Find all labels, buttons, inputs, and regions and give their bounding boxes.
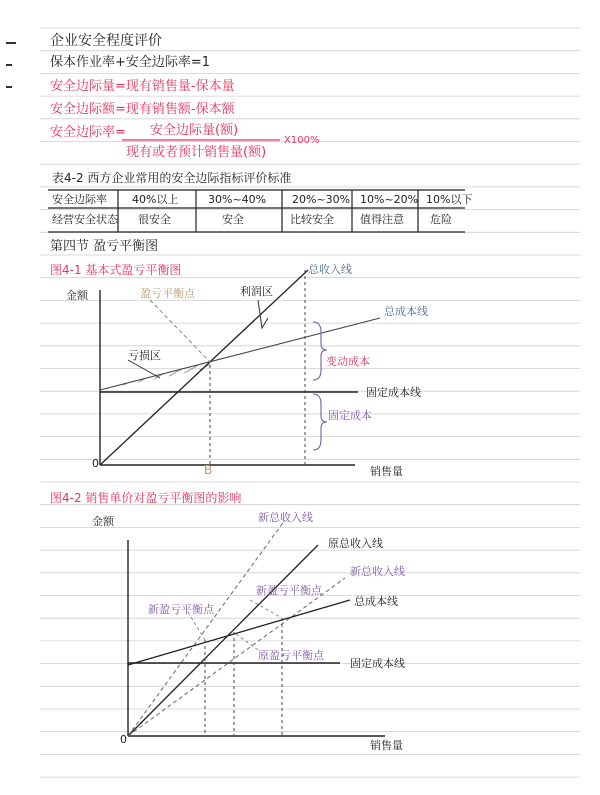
- fig2-x-label: 销售量: [370, 739, 403, 752]
- table-cell: 经营安全状态: [52, 213, 118, 226]
- fig1-b-label: B: [204, 463, 213, 477]
- fig1-total-revenue-label: 总收入线: [308, 263, 352, 276]
- fig1-fixed-cost-line-label: 固定成本线: [366, 386, 421, 399]
- table-cell: 10%~20%: [360, 193, 419, 206]
- margin-marker: [6, 42, 16, 44]
- table-cell: 安全: [222, 213, 244, 226]
- fig1-y-label: 金额: [66, 289, 88, 302]
- formula-1: 保本作业率+安全边际率=1: [50, 55, 211, 70]
- fig2-orig-revenue-label: 原总收入线: [328, 537, 383, 550]
- formula-4-multiplier: X100%: [284, 135, 320, 146]
- fig1-x-label: 销售量: [370, 465, 403, 478]
- fig1-title: 图4-1 基本式盈亏平衡图: [50, 263, 182, 277]
- orig-breakeven-pointer: [236, 634, 258, 650]
- fig2-title: 图4-2 销售单价对盈亏平衡图的影响: [50, 491, 242, 505]
- profit-area-arrow: [258, 300, 268, 328]
- section-title: 第四节 盈亏平衡图: [50, 239, 159, 254]
- fixed-cost-brace: [313, 394, 327, 450]
- table-cell: 安全边际率: [52, 193, 107, 206]
- margin-marker: [6, 86, 12, 88]
- fig2-y-label: 金额: [92, 515, 114, 528]
- formula-2: 安全边际量=现有销售量-保本量: [50, 79, 235, 94]
- total-revenue-line: [100, 270, 308, 465]
- fig2-new-revenue-label-2: 新总收入线: [350, 565, 405, 578]
- fig1-fixed-cost-label: 固定成本: [328, 409, 372, 422]
- table-cell: 比较安全: [290, 213, 334, 226]
- fig2-fixed-cost-line-label: 固定成本线: [350, 657, 405, 670]
- fig2-new-breakeven-label-1: 新盈亏平衡点: [148, 603, 214, 616]
- variable-cost-brace: [313, 322, 327, 380]
- fig2-total-cost-label: 总成本线: [354, 595, 398, 608]
- fig2-new-revenue-label-1: 新总收入线: [258, 511, 313, 524]
- table-cell: 危险: [430, 213, 452, 226]
- formula-3: 安全边际额=现有销售额-保本额: [50, 102, 235, 117]
- table-cell: 值得注意: [360, 213, 404, 226]
- table-title: 表4-2 西方企业常用的安全边际指标评价标准: [52, 171, 292, 185]
- fig1-total-cost-label: 总成本线: [384, 305, 428, 318]
- fig1-profit-area-label: 利润区: [240, 285, 273, 298]
- formula-4-denominator: 现有或者预计销售量(额): [126, 145, 267, 160]
- table-cell: 40%以上: [132, 193, 179, 206]
- fig1-loss-area-label: 亏损区: [128, 349, 161, 362]
- margin-marker: [6, 64, 12, 66]
- page-title: 企业安全程度评价: [50, 33, 162, 49]
- fig1-origin: 0: [92, 457, 99, 470]
- new-breakeven-pointer-1: [188, 612, 205, 640]
- fig1-breakeven-label: 盈亏平衡点: [140, 287, 195, 300]
- fig2-new-breakeven-label-2: 新盈亏平衡点: [256, 584, 322, 597]
- new-revenue-line-steep: [128, 520, 285, 736]
- fig1-variable-cost-label: 变动成本: [326, 355, 370, 368]
- table-cell: 20%~30%: [292, 193, 351, 206]
- figure-4-2: [128, 520, 385, 736]
- fig2-origin: 0: [120, 733, 127, 746]
- fig2-orig-breakeven-label: 原盈亏平衡点: [258, 649, 324, 662]
- formula-4-lhs: 安全边际率=: [50, 125, 126, 140]
- table-cell: 10%以下: [426, 193, 473, 206]
- formula-4-numerator: 安全边际量(额): [150, 123, 239, 138]
- table-cell: 很安全: [138, 213, 171, 226]
- loss-area-pointer: [128, 360, 160, 378]
- table-cell: 30%~40%: [208, 193, 267, 206]
